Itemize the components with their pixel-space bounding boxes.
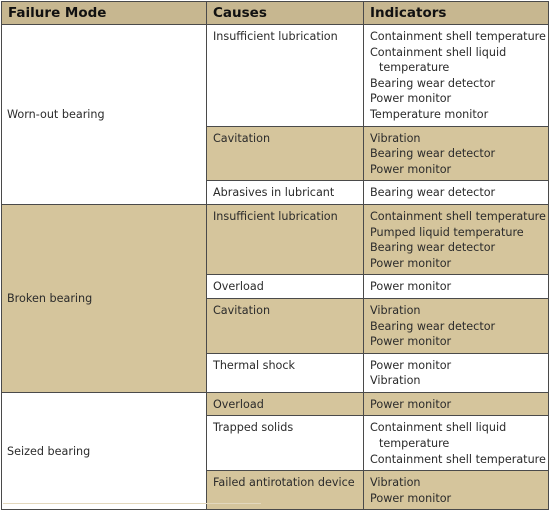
cause-cell: Cavitation (207, 126, 364, 181)
indicator-item: Containment shell temperature (370, 30, 546, 43)
indicators-cell (364, 298, 549, 353)
indicator-item: Vibration (370, 131, 421, 145)
bottom-rule (3, 503, 261, 504)
table-row (2, 25, 549, 127)
indicators-cell (364, 471, 549, 510)
indicator-item: Power monitor (370, 256, 452, 270)
cause-cell: Abrasives in lubricant (207, 181, 364, 205)
indicator-item: Vibration (370, 303, 421, 317)
indicator-item: temperature (379, 437, 450, 451)
cause-cell: Insufficient lubrication (207, 204, 364, 274)
table-row (2, 204, 549, 274)
cause-cell: Insufficient lubrication (207, 25, 364, 127)
indicator-item: Power monitor (370, 358, 452, 372)
indicators-cell (364, 353, 549, 392)
header-row (2, 2, 549, 25)
indicator-item: Bearing wear detector (370, 186, 496, 200)
cause-cell: Trapped solids (207, 416, 364, 471)
indicator-item: Bearing wear detector (370, 319, 496, 333)
cause-cell: Cavitation (207, 298, 364, 353)
indicator-item: Power monitor (370, 92, 452, 106)
indicators-cell (364, 204, 549, 274)
failure-mode-cell: Broken bearing (2, 204, 207, 392)
cause-cell: Failed antirotation device (207, 471, 364, 510)
indicator-item: Power monitor (370, 280, 452, 294)
failure-mode-cell: Worn-out bearing (2, 25, 207, 205)
indicators-cell (364, 416, 549, 471)
indicator-item: Pumped liquid temperature (370, 225, 524, 239)
header-causes: Causes (207, 2, 364, 25)
indicator-item: Vibration (370, 476, 421, 490)
indicators-cell (364, 126, 549, 181)
failure-mode-cell: Seized bearing (2, 392, 207, 510)
cause-cell: Overload (207, 392, 364, 416)
header-failure-mode: Failure Mode (2, 2, 207, 25)
indicator-item: Power monitor (370, 491, 452, 505)
indicator-item: Bearing wear detector (370, 241, 496, 255)
indicators-cell (364, 25, 549, 127)
indicator-item: Containment shell liquid (370, 45, 507, 59)
indicator-item: Vibration (370, 374, 421, 388)
cause-cell: Overload (207, 275, 364, 299)
indicator-item: Power monitor (370, 397, 452, 411)
indicator-item: Bearing wear detector (370, 147, 496, 161)
indicators-cell (364, 392, 549, 416)
indicator-item: temperature (379, 61, 450, 75)
indicator-item: Containment shell temperature (370, 209, 546, 223)
indicators-cell (364, 181, 549, 205)
indicator-item: Containment shell temperature (370, 452, 546, 466)
indicator-item: Power monitor (370, 162, 452, 176)
indicators-cell (364, 275, 549, 299)
table-row (2, 392, 549, 416)
failure-mode-table (1, 1, 549, 510)
indicator-item: Bearing wear detector (370, 76, 496, 90)
indicator-item: Containment shell liquid (370, 421, 507, 435)
indicator-item: Power monitor (370, 335, 452, 349)
cause-cell: Thermal shock (207, 353, 364, 392)
indicator-item: Temperature monitor (370, 107, 489, 121)
header-indicators: Indicators (364, 2, 549, 25)
